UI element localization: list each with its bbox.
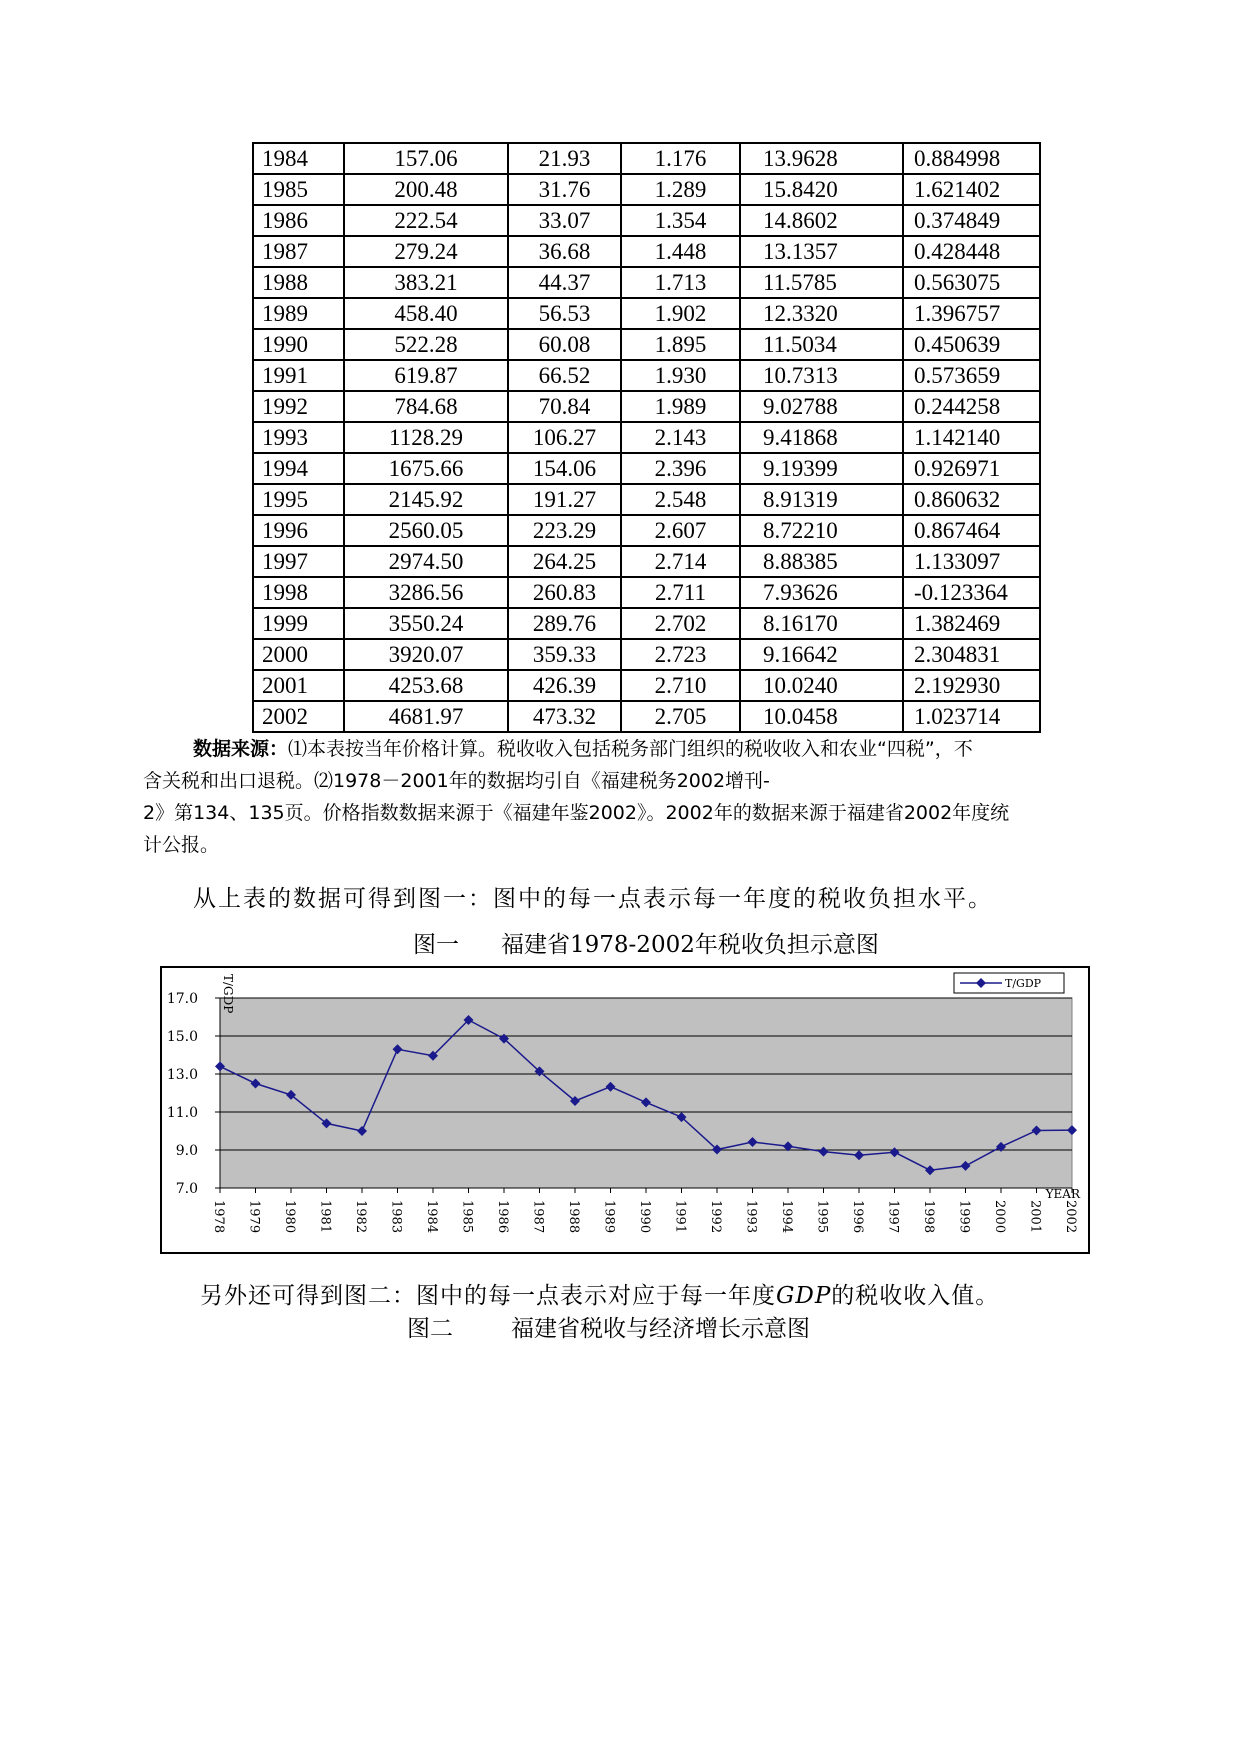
table-cell: 13.9628 <box>740 143 903 174</box>
table-cell: 2.548 <box>621 484 740 515</box>
x-tick-label: 2002 <box>1063 1200 1078 1234</box>
chart-frame <box>160 966 1090 1254</box>
table-cell: 260.83 <box>508 577 621 608</box>
table-cell: 2.607 <box>621 515 740 546</box>
table-cell: 1989 <box>253 298 344 329</box>
table-row <box>253 360 1040 391</box>
table-cell: 279.24 <box>344 236 508 267</box>
table-cell: 1993 <box>253 422 344 453</box>
table-row <box>253 484 1040 515</box>
table-cell: 12.3320 <box>740 298 903 329</box>
x-tick-label: 1997 <box>885 1200 901 1234</box>
table-cell: 1.133097 <box>903 546 1040 577</box>
table-cell: 66.52 <box>508 360 621 391</box>
table-cell: 10.0458 <box>740 701 903 732</box>
table-cell: 2.705 <box>621 701 740 732</box>
table-cell: 8.72210 <box>740 515 903 546</box>
y-tick-label: 9.0 <box>175 1143 198 1159</box>
table-row <box>253 422 1040 453</box>
table-row <box>253 298 1040 329</box>
figure2-number: 图二 <box>407 1316 453 1342</box>
x-tick-label: 1992 <box>708 1200 723 1234</box>
table-cell: 1994 <box>253 453 344 484</box>
table-cell: 2001 <box>253 670 344 701</box>
plot-area <box>220 998 1072 1188</box>
table-cell: 0.244258 <box>903 391 1040 422</box>
table-row <box>253 546 1040 577</box>
table-cell: 1998 <box>253 577 344 608</box>
source-text-1: ⑴本表按当年价格计算。税收收入包括税务部门组织的税收收入和农业“四税”，不 <box>288 738 973 760</box>
table-cell: 1.354 <box>621 205 740 236</box>
figure1-number: 图一 <box>413 932 459 958</box>
source-text-2: 含关税和出口退税。⑵1978－2001年的数据均引自《福建税务2002增刊- <box>143 770 770 792</box>
table-cell: 2000 <box>253 639 344 670</box>
table-cell: 1.023714 <box>903 701 1040 732</box>
table-cell: 0.428448 <box>903 236 1040 267</box>
x-tick-label: 1982 <box>353 1200 368 1234</box>
table-cell: 359.33 <box>508 639 621 670</box>
x-tick-label: 1981 <box>317 1200 333 1234</box>
table-cell: 154.06 <box>508 453 621 484</box>
intro2-text-a: 另外还可得到图二：图中的每一点表示对应于每一年度 <box>200 1283 776 1309</box>
table-cell: 0.450639 <box>903 329 1040 360</box>
table-row <box>253 267 1040 298</box>
table-cell: 458.40 <box>344 298 508 329</box>
table-row <box>253 577 1040 608</box>
table-cell: 0.374849 <box>903 205 1040 236</box>
table-cell: 1128.29 <box>344 422 508 453</box>
table-cell: 1.176 <box>621 143 740 174</box>
table-cell: 1.448 <box>621 236 740 267</box>
table-cell: 11.5785 <box>740 267 903 298</box>
table-cell: 1.289 <box>621 174 740 205</box>
table-cell: 7.93626 <box>740 577 903 608</box>
table-cell: 9.19399 <box>740 453 903 484</box>
x-tick-label: 1991 <box>672 1200 688 1234</box>
table-cell: 9.41868 <box>740 422 903 453</box>
x-tick-label: 1999 <box>956 1200 972 1234</box>
table-cell: 1.142140 <box>903 422 1040 453</box>
table-row <box>253 174 1040 205</box>
table-cell: 1997 <box>253 546 344 577</box>
table-cell: 2974.50 <box>344 546 508 577</box>
table-cell: 3550.24 <box>344 608 508 639</box>
x-tick-label: 1995 <box>814 1200 830 1234</box>
table-cell: 1986 <box>253 205 344 236</box>
source-text-3: 2》第134、135页。价格指数数据来源于《福建年鉴2002》。2002年的数据来源于福建省2002年度统 <box>143 802 1010 824</box>
table-cell: 1.396757 <box>903 298 1040 329</box>
table-cell: 473.32 <box>508 701 621 732</box>
intro-paragraph-2 <box>200 1277 999 1310</box>
table-cell: 2.304831 <box>903 639 1040 670</box>
x-tick-label: 1986 <box>495 1200 510 1234</box>
x-tick-label: 1979 <box>246 1200 262 1234</box>
table-cell: 157.06 <box>344 143 508 174</box>
table-cell: 1985 <box>253 174 344 205</box>
table-cell: 10.0240 <box>740 670 903 701</box>
table-cell: 1.989 <box>621 391 740 422</box>
x-tick-label: 2001 <box>1027 1200 1043 1234</box>
table-cell: 1999 <box>253 608 344 639</box>
y-tick-label: 7.0 <box>175 1181 198 1197</box>
table-cell: 3286.56 <box>344 577 508 608</box>
table-cell: 1991 <box>253 360 344 391</box>
x-tick-label: 1993 <box>743 1200 759 1234</box>
table-cell: 0.573659 <box>903 360 1040 391</box>
table-cell: 70.84 <box>508 391 621 422</box>
x-tick-label: 2000 <box>992 1200 1007 1234</box>
legend-label: T/GDP <box>1005 977 1042 990</box>
table-cell: 1.382469 <box>903 608 1040 639</box>
table-cell: 426.39 <box>508 670 621 701</box>
table-cell: 2.710 <box>621 670 740 701</box>
x-tick-label: 1994 <box>779 1200 794 1234</box>
data-source-note <box>143 733 1108 861</box>
table-cell: 223.29 <box>508 515 621 546</box>
table-cell: 2.711 <box>621 577 740 608</box>
intro2-text-b: 的税收收入值。 <box>831 1283 1000 1309</box>
table-row <box>253 391 1040 422</box>
figure2-caption <box>407 1310 810 1343</box>
intro2-gdp: GDP <box>776 1283 832 1309</box>
table-cell: 2145.92 <box>344 484 508 515</box>
table-cell: 289.76 <box>508 608 621 639</box>
table-cell: 1990 <box>253 329 344 360</box>
table-cell: 56.53 <box>508 298 621 329</box>
x-tick-label: 1988 <box>566 1200 581 1234</box>
table-cell: 8.16170 <box>740 608 903 639</box>
table-cell: 2560.05 <box>344 515 508 546</box>
table-cell: 1995 <box>253 484 344 515</box>
table-cell: 1.902 <box>621 298 740 329</box>
x-tick-label: 1980 <box>282 1200 297 1234</box>
table-cell: 1992 <box>253 391 344 422</box>
figure1-caption <box>413 926 879 959</box>
y-tick-label: 17.0 <box>166 991 198 1007</box>
y-axis-label: T/GDP <box>221 974 235 1014</box>
x-tick-label: 1983 <box>388 1200 404 1234</box>
table-cell: 106.27 <box>508 422 621 453</box>
table-row <box>253 236 1040 267</box>
intro-paragraph-1: 从上表的数据可得到图一：图中的每一点表示每一年度的税收负担水平。 <box>193 886 993 912</box>
table-cell: 1.621402 <box>903 174 1040 205</box>
x-tick-label: 1987 <box>530 1200 546 1234</box>
table-cell: 2.702 <box>621 608 740 639</box>
y-tick-label: 11.0 <box>166 1105 198 1121</box>
table-cell: 1675.66 <box>344 453 508 484</box>
y-tick-label: 13.0 <box>166 1067 198 1083</box>
table-cell: 0.860632 <box>903 484 1040 515</box>
table-cell: 2.396 <box>621 453 740 484</box>
table-cell: 10.7313 <box>740 360 903 391</box>
table-cell: 3920.07 <box>344 639 508 670</box>
table-cell: 8.91319 <box>740 484 903 515</box>
x-tick-label: 1990 <box>637 1200 652 1234</box>
table-cell: 1.713 <box>621 267 740 298</box>
source-text-4: 计公报。 <box>143 834 220 856</box>
table-cell: 2.723 <box>621 639 740 670</box>
table-cell: 0.867464 <box>903 515 1040 546</box>
table-row <box>253 608 1040 639</box>
table-cell: 2.143 <box>621 422 740 453</box>
table-cell: 2.714 <box>621 546 740 577</box>
table-cell: 0.926971 <box>903 453 1040 484</box>
table-cell: 1996 <box>253 515 344 546</box>
table-cell: 222.54 <box>344 205 508 236</box>
figure2-title: 福建省税收与经济增长示意图 <box>511 1316 810 1342</box>
table-cell: 0.563075 <box>903 267 1040 298</box>
table-row <box>253 205 1040 236</box>
table-cell: 15.8420 <box>740 174 903 205</box>
table-cell: 8.88385 <box>740 546 903 577</box>
table-row <box>253 329 1040 360</box>
table-cell: 60.08 <box>508 329 621 360</box>
table-row <box>253 143 1040 174</box>
table-row <box>253 701 1040 732</box>
table-cell: 1988 <box>253 267 344 298</box>
x-tick-label: 1996 <box>850 1200 865 1234</box>
x-tick-label: 1985 <box>459 1200 475 1234</box>
table-cell: 0.884998 <box>903 143 1040 174</box>
table-row <box>253 453 1040 484</box>
table-row <box>253 670 1040 701</box>
table-cell: 2.192930 <box>903 670 1040 701</box>
tax-burden-chart <box>162 968 1088 1252</box>
table-cell: -0.123364 <box>903 577 1040 608</box>
table-cell: 4253.68 <box>344 670 508 701</box>
x-tick-label: 1989 <box>601 1200 617 1234</box>
source-label: 数据来源： <box>193 738 289 760</box>
x-tick-label: 1984 <box>424 1200 439 1234</box>
table-cell: 784.68 <box>344 391 508 422</box>
table-cell: 522.28 <box>344 329 508 360</box>
table-cell: 13.1357 <box>740 236 903 267</box>
table-row <box>253 639 1040 670</box>
table-cell: 9.02788 <box>740 391 903 422</box>
figure1-title: 福建省1978-2002年税收负担示意图 <box>501 932 879 958</box>
table-cell: 4681.97 <box>344 701 508 732</box>
table-cell: 11.5034 <box>740 329 903 360</box>
table-cell: 21.93 <box>508 143 621 174</box>
y-tick-label: 15.0 <box>166 1029 198 1045</box>
table-cell: 36.68 <box>508 236 621 267</box>
data-table <box>252 142 1041 733</box>
table-cell: 33.07 <box>508 205 621 236</box>
x-tick-label: 1978 <box>211 1200 226 1234</box>
table-cell: 264.25 <box>508 546 621 577</box>
x-axis-label: YEAR <box>1045 1187 1080 1201</box>
table-cell: 383.21 <box>344 267 508 298</box>
x-tick-label: 1998 <box>921 1200 936 1234</box>
table-cell: 44.37 <box>508 267 621 298</box>
table-row <box>253 515 1040 546</box>
table-cell: 200.48 <box>344 174 508 205</box>
table-cell: 31.76 <box>508 174 621 205</box>
table-cell: 1987 <box>253 236 344 267</box>
table-cell: 191.27 <box>508 484 621 515</box>
table-cell: 2002 <box>253 701 344 732</box>
table-cell: 1.895 <box>621 329 740 360</box>
table-cell: 14.8602 <box>740 205 903 236</box>
table-cell: 9.16642 <box>740 639 903 670</box>
table-cell: 1984 <box>253 143 344 174</box>
table-cell: 1.930 <box>621 360 740 391</box>
table-cell: 619.87 <box>344 360 508 391</box>
